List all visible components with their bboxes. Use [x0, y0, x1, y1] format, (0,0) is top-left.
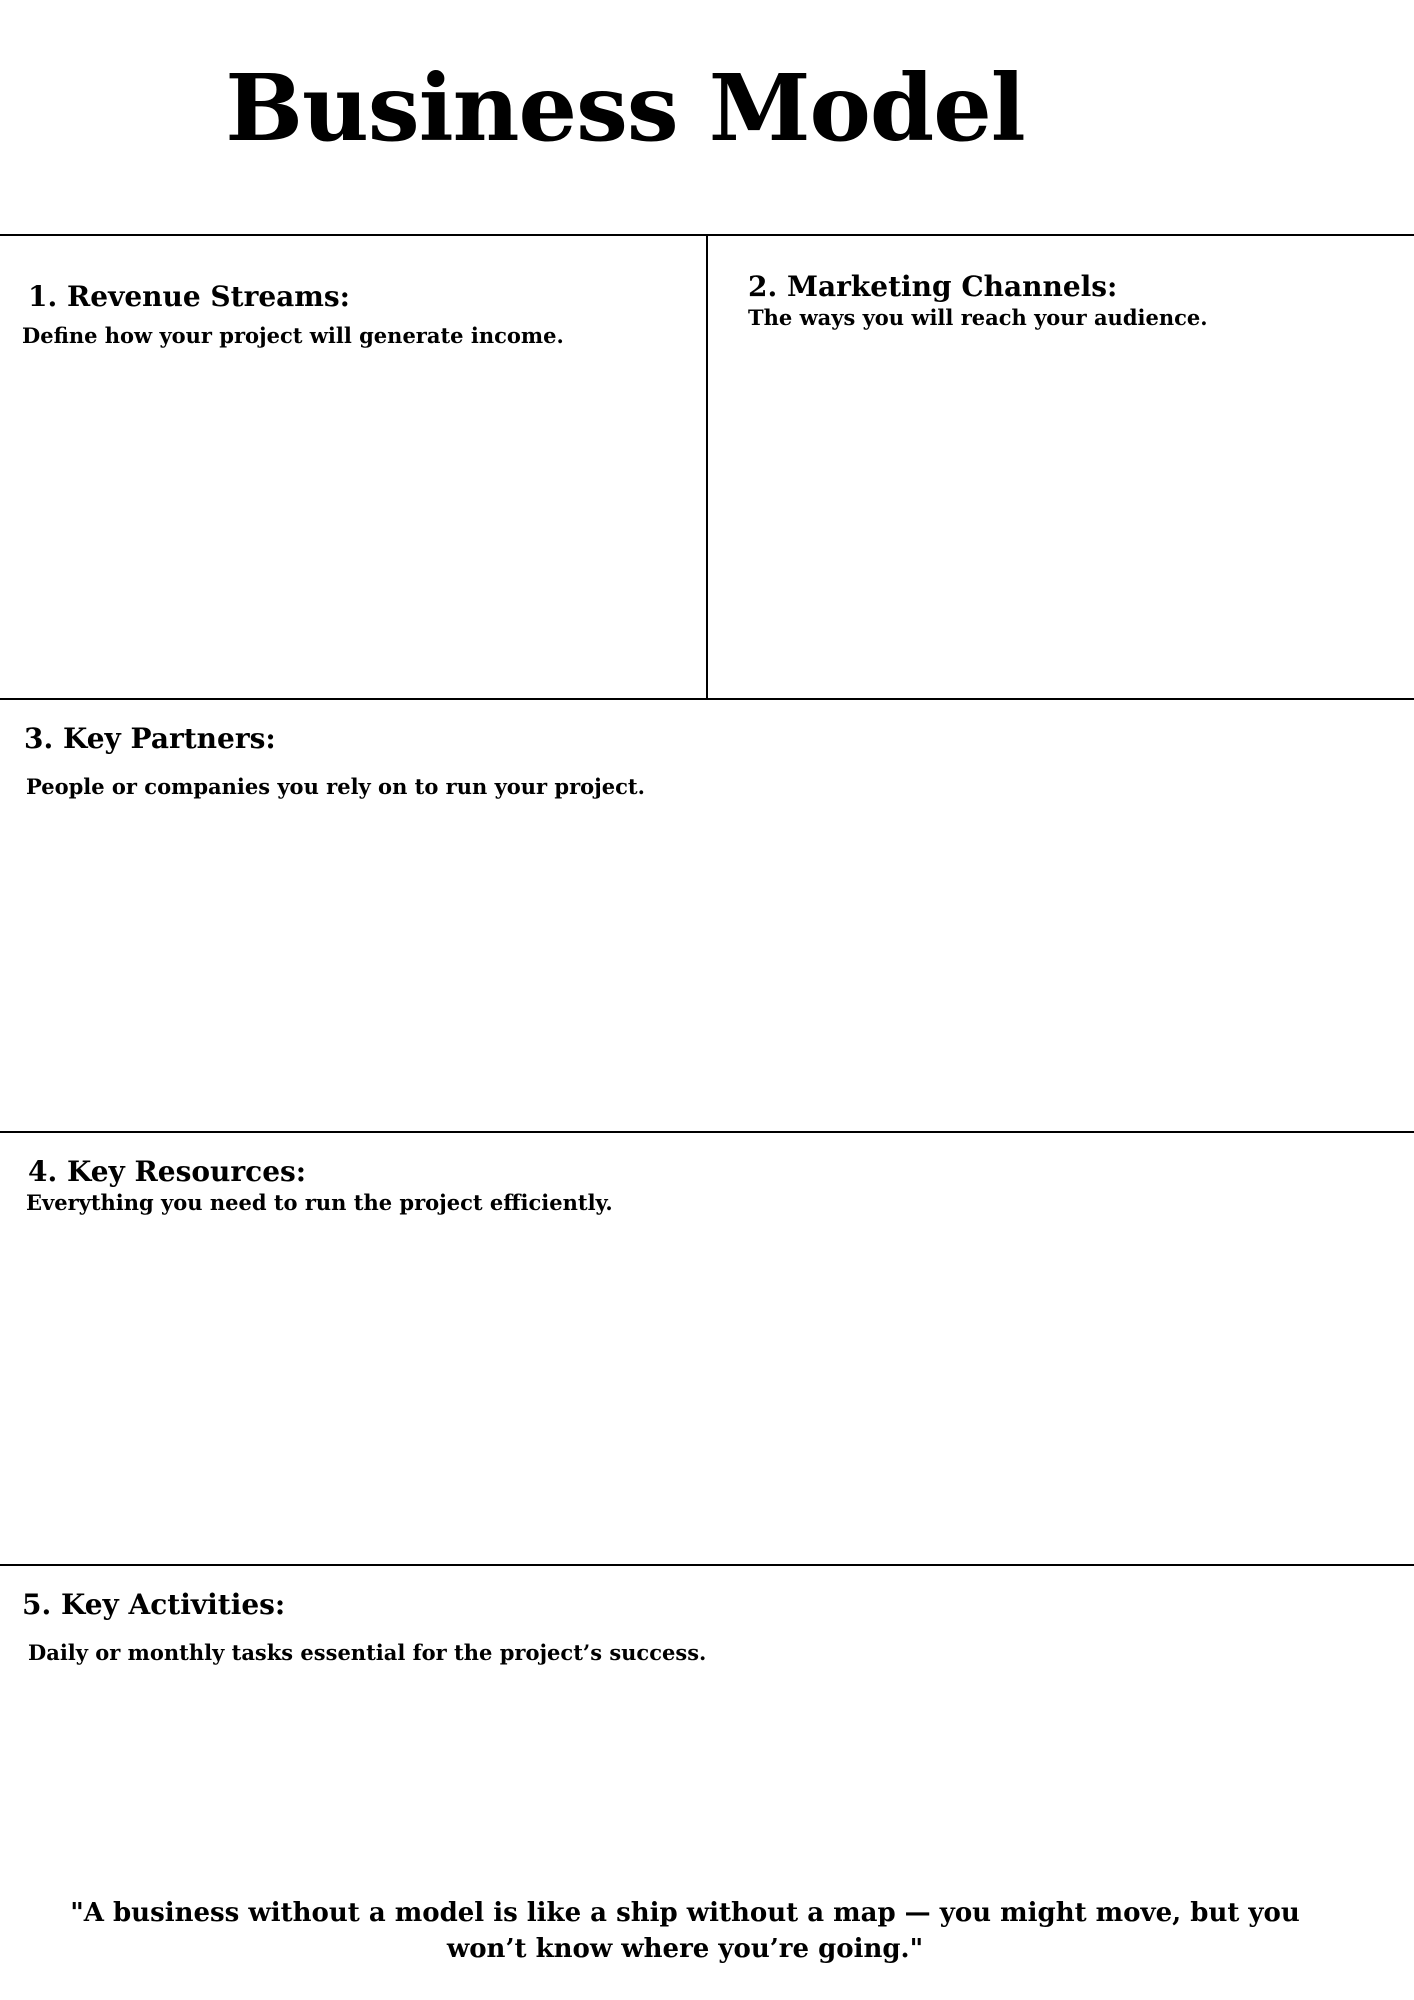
section-description-revenue-streams: Define how your project will generate income.: [22, 323, 564, 348]
section-key-activities-desc-wrap: [28, 1639, 706, 1666]
section-heading-marketing-channels: 2. Marketing Channels:: [748, 270, 1118, 303]
closing-quote: "A business without a model is like a ship without a map — you might move, but you won’t know where you’re going.": [70, 1898, 1300, 1964]
section-heading-key-partners: 3. Key Partners:: [24, 722, 276, 755]
section-description-key-activities: Daily or monthly tasks essential for the project’s success.: [28, 1640, 707, 1665]
section-description-marketing-channels: The ways you will reach your audience.: [748, 304, 1208, 330]
section-heading-key-activities: 5. Key Activities:: [22, 1588, 286, 1621]
divider-after-key-partners: [0, 1131, 1414, 1133]
section-description-key-partners: People or companies you rely on to run your project.: [26, 774, 645, 799]
divider-vertical: [706, 234, 708, 699]
section-key-partners: [24, 722, 276, 756]
divider-after-key-resources: [0, 1564, 1414, 1566]
section-heading-revenue-streams: 1. Revenue Streams:: [28, 280, 351, 313]
section-key-resources: [28, 1155, 613, 1216]
divider-after-row-1: [0, 698, 1414, 700]
section-revenue-streams-desc-wrap: [22, 322, 564, 349]
section-key-activities: [22, 1588, 285, 1622]
page-title: Business Model: [225, 54, 1025, 162]
section-revenue-streams: [28, 280, 350, 314]
section-description-key-resources: Everything you need to run the project efficiently.: [26, 1189, 613, 1215]
section-key-partners-desc-wrap: [26, 773, 645, 800]
section-heading-key-resources: 4. Key Resources:: [28, 1155, 307, 1188]
section-marketing-channels: [748, 270, 1208, 331]
